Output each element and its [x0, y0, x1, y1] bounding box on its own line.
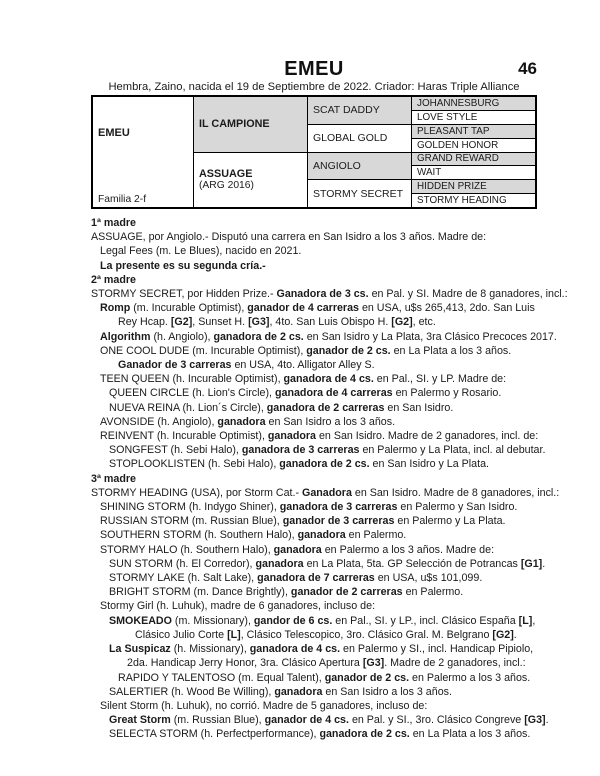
pedigree-cell — [308, 124, 411, 152]
note-line — [91, 372, 537, 386]
text-segment: (m. Russian Blue), — [170, 714, 265, 727]
text-segment: STORMY SECRET, por Hidden Prize.- — [91, 288, 277, 301]
note-line — [91, 230, 537, 244]
text-segment: Algorithm — [100, 330, 151, 343]
text-segment: 2ª madre — [91, 273, 136, 286]
note-line — [91, 557, 546, 571]
text-segment: , Sunset H. — [192, 316, 249, 329]
text-segment: STOPLOOKLISTEN (h. Sebi Halo), — [109, 458, 280, 471]
text-segment: en Palermo y La Plata, incl. al debutar. — [359, 444, 546, 457]
text-segment: Ganador de 3 carreras — [118, 359, 232, 372]
text-segment: Silent Storm (h. Luhuk), no corrió. Madre de 5 ganadores, incluso de: — [100, 699, 428, 712]
pedigree-cell — [194, 97, 307, 152]
note-line — [91, 699, 537, 713]
horse-name: HIDDEN PRIZE — [417, 181, 487, 193]
text-segment: Clásico Julio Corte — [135, 628, 228, 641]
text-segment: La Suspicaz — [109, 643, 171, 656]
text-segment: en San Isidro y La Plata, 3ra Clásico Precoces 2017. — [303, 330, 557, 343]
horse-name: GRAND REWARD — [417, 153, 499, 165]
pedigree-cell — [412, 110, 535, 124]
text-segment: [G2] — [492, 628, 514, 641]
text-segment: en USA, 4to. Alligator Alley S. — [231, 359, 375, 372]
text-segment: en San Isidro. Madre de 2 ganadores, incl. de: — [316, 430, 539, 443]
text-segment: en Palermo y San Isidro. — [397, 501, 518, 514]
note-line — [91, 330, 557, 344]
note-line — [91, 614, 537, 628]
pedigree-cell — [412, 165, 535, 179]
text-segment: (m. Missionary), — [171, 614, 254, 627]
horse-name: GLOBAL GOLD — [313, 132, 388, 145]
text-segment: RAPIDO Y TALENTOSO (m. Equal Talent), — [118, 671, 325, 684]
pedigree-notes — [91, 216, 568, 742]
horse-name: JOHANNESBURG — [417, 97, 500, 109]
text-segment: ganadora de 4 cs. — [249, 643, 341, 656]
note-line — [91, 528, 537, 542]
horse-name: SCAT DADDY — [313, 104, 380, 117]
text-segment: Stormy Girl (h. Luhuk), madre de 6 ganadores, incluso de: — [100, 600, 376, 613]
text-segment: Rey Hcap. — [118, 316, 171, 329]
text-segment: QUEEN CIRCLE (h. Lion's Circle), — [109, 387, 275, 400]
text-segment: en Pal., SI. y LP., incl. Clásico España — [332, 614, 519, 627]
text-segment: Ganadora — [302, 486, 352, 499]
text-segment: ganador de 2 carreras — [290, 586, 403, 599]
note-line — [91, 443, 546, 457]
pedigree-cell — [194, 152, 307, 208]
pedigree-column-great-grandparents — [411, 97, 535, 207]
text-segment: en USA, u$s 265,413, 2do. San Luis — [358, 302, 535, 315]
note-line — [91, 457, 537, 471]
pedigree-cell — [412, 179, 535, 193]
horse-name: PLEASANT TAP — [417, 125, 490, 137]
pedigree-column-parents — [193, 97, 307, 207]
text-segment: en La Plata a los 3 años. — [390, 344, 512, 357]
text-segment: en Pal. y SI., 3ro. Clásico Congreve — [348, 714, 525, 727]
text-segment: 2da. Handicap Jerry Honor, 3ra. Clásico Apertura — [127, 657, 363, 670]
page-header — [91, 58, 537, 80]
pedigree-cell — [308, 97, 411, 124]
text-segment: en San Isidro y La Plata. — [369, 458, 489, 471]
note-line — [91, 301, 537, 315]
text-segment: , etc. — [412, 316, 436, 329]
text-segment: en Palermo y La Plata. — [394, 515, 506, 528]
note-line — [91, 543, 537, 557]
text-segment: Great Storm — [109, 714, 171, 727]
text-segment: (h. Missionary), — [170, 643, 250, 656]
note-line — [91, 216, 537, 230]
text-segment: 1ª madre — [91, 217, 136, 229]
family-label: Familia 2-f — [98, 194, 147, 205]
note-line — [91, 486, 560, 500]
text-segment: ganador de 4 cs. — [264, 714, 349, 727]
text-segment: ganador de 4 carreras — [247, 302, 359, 315]
text-segment: . — [542, 557, 546, 570]
text-segment: en Palermo. — [345, 529, 407, 542]
pedigree-column-grandparents — [307, 97, 411, 207]
horse-name: ASSUAGE — [199, 168, 253, 181]
text-segment: en San Isidro. — [384, 401, 454, 414]
text-segment: , Clásico Telescopico, 3ro. Clásico Gral. M. Belgrano — [240, 628, 493, 641]
text-segment: REINVENT (h. Incurable Optimist), — [100, 430, 268, 443]
pedigree-table — [91, 95, 537, 209]
horse-detail: (ARG 2016) — [199, 180, 254, 192]
text-segment: , 4to. San Luis Obispo H. — [269, 316, 392, 329]
text-segment: STORMY LAKE (h. Salt Lake), — [109, 572, 258, 585]
text-segment: Romp — [100, 302, 131, 315]
text-segment: [G3] — [362, 657, 385, 670]
pedigree-cell — [308, 179, 411, 207]
page-content — [91, 58, 568, 742]
note-line — [91, 727, 537, 741]
text-segment: ganadora — [274, 685, 323, 698]
text-segment: , — [532, 614, 536, 627]
text-segment: 3ª madre — [91, 472, 136, 485]
text-segment: ganadora — [297, 529, 346, 542]
text-segment: ganadora de 2 cs. — [319, 728, 410, 741]
note-line — [91, 344, 537, 358]
text-segment: ganador de 2 cs. — [324, 671, 410, 684]
horse-description: Hembra, Zaino, nacida el 19 de Septiembre de 2022. Criador: Haras Triple Alliance — [108, 81, 520, 93]
text-segment: ASSUAGE, por Angiolo.- Disputó una carrera en San Isidro a los 3 años. Madre de: — [91, 231, 487, 244]
text-segment: en San Isidro a los 3 años. — [322, 685, 452, 698]
text-segment: TEEN QUEEN (h. Incurable Optimist), — [100, 373, 284, 386]
pedigree-cell-subject — [93, 97, 193, 207]
horse-name: STORMY SECRET — [313, 187, 404, 200]
text-segment: Ganadora de 3 cs. — [276, 288, 369, 301]
note-line — [91, 713, 549, 727]
text-segment: ganador de 3 carreras — [282, 515, 395, 528]
note-line — [91, 656, 537, 670]
text-segment: (m. Incurable Optimist), — [130, 302, 248, 315]
text-segment: [L] — [518, 614, 533, 627]
note-line — [91, 244, 537, 258]
text-segment: en USA, u$s 101,099. — [374, 572, 483, 585]
text-segment: La presente es su segunda cría.- — [100, 259, 266, 272]
note-line — [91, 358, 537, 372]
text-segment: gandor de 6 cs. — [253, 614, 333, 627]
text-segment: [G2] — [391, 316, 413, 329]
note-line — [91, 415, 537, 429]
text-segment: ganadora de 3 carreras — [279, 501, 398, 514]
horse-name: GOLDEN HONOR — [417, 139, 499, 151]
note-line — [91, 386, 537, 400]
note-line — [91, 287, 568, 301]
text-segment: ganadora de 4 cs. — [283, 373, 374, 386]
note-line — [91, 571, 537, 585]
subject-name: EMEU — [98, 127, 130, 139]
note-line — [91, 429, 537, 443]
text-segment: STORMY HALO (h. Southern Halo), — [100, 543, 274, 556]
text-segment: en Palermo a los 3 años. Madre de: — [321, 543, 495, 556]
text-segment: ONE COOL DUDE (m. Incurable Optimist), — [100, 344, 307, 357]
text-segment: . — [545, 714, 549, 727]
horse-name: WAIT — [417, 167, 442, 179]
text-segment: ganador de 2 cs. — [306, 344, 391, 357]
horse-name: LOVE STYLE — [417, 111, 478, 123]
text-segment: en Pal., SI. y LP. Madre de: — [373, 373, 507, 386]
text-segment: [L] — [227, 628, 241, 641]
text-segment: ganadora de 7 carreras — [257, 572, 375, 585]
text-segment: RUSSIAN STORM (m. Russian Blue), — [100, 515, 283, 528]
text-segment: Legal Fees (m. Le Blues), nacido en 2021. — [100, 245, 302, 258]
text-segment: NUEVA REINA (h. Lion´s Circle), — [109, 401, 267, 414]
note-line — [91, 472, 537, 486]
text-segment: SELECTA STORM (h. Perfectperformance), — [109, 728, 320, 741]
text-segment: ganadora — [217, 415, 266, 428]
text-segment: ganadora — [255, 557, 304, 570]
text-segment: en Pal. y SI. Madre de 8 ganadores, incl.: — [368, 288, 568, 301]
text-segment: en Palermo. — [402, 586, 464, 599]
text-segment: STORMY HEADING (USA), por Storm Cat.- — [91, 486, 303, 499]
note-line — [91, 599, 537, 613]
note-line — [91, 401, 537, 415]
pedigree-cell — [412, 152, 535, 166]
text-segment: ganadora — [267, 430, 316, 443]
pedigree-cell — [412, 124, 535, 138]
text-segment: en San Isidro a los 3 años. — [265, 415, 396, 428]
note-line — [91, 642, 537, 656]
text-segment: [G3] — [248, 316, 270, 329]
pedigree-column-subject — [93, 97, 193, 207]
text-segment: en Palermo y SI., incl. Handicap Pipiolo, — [340, 643, 534, 656]
text-segment: (h. Angiolo), — [150, 330, 214, 343]
note-line — [91, 315, 537, 329]
text-segment: ganadora de 2 cs. — [279, 458, 370, 471]
text-segment: en San Isidro. Madre de 8 ganadores, incl.: — [351, 486, 560, 499]
text-segment: BRIGHT STORM (m. Dance Brightly), — [109, 586, 291, 599]
text-segment: en Palermo y Rosario. — [392, 387, 502, 400]
text-segment: ganadora de 2 carreras — [266, 401, 385, 414]
text-segment: en Palermo a los 3 años. — [409, 671, 531, 684]
text-segment: AVONSIDE (h. Angiolo), — [100, 415, 218, 428]
pedigree-cell — [308, 152, 411, 180]
note-line — [91, 514, 537, 528]
text-segment: SOUTHERN STORM (h. Southern Halo), — [100, 529, 298, 542]
note-line — [91, 585, 537, 599]
note-line — [91, 628, 537, 642]
text-segment: . — [513, 628, 517, 641]
note-line — [91, 259, 537, 273]
text-segment: SHINING STORM (h. Indygo Shiner), — [100, 501, 280, 514]
text-segment: SMOKEADO — [109, 614, 172, 627]
text-segment: SALERTIER (h. Wood Be Willing), — [109, 685, 275, 698]
pedigree-cell — [412, 97, 535, 110]
horse-name: IL CAMPIONE — [199, 118, 270, 131]
note-line — [91, 500, 537, 514]
text-segment: ganadora de 2 cs. — [213, 330, 304, 343]
text-segment: en La Plata a los 3 años. — [409, 728, 531, 741]
text-segment: en La Plata, 5ta. GP Selección de Potrancas — [303, 557, 521, 570]
text-segment: [G2] — [170, 316, 193, 329]
text-segment: ganadora de 3 carreras — [241, 444, 360, 457]
note-line — [91, 671, 537, 685]
horse-name: STORMY HEADING — [417, 195, 507, 207]
horse-name: ANGIOLO — [313, 159, 361, 172]
note-line — [91, 273, 537, 287]
text-segment: SONGFEST (h. Sebi Halo), — [109, 444, 242, 457]
note-line — [91, 685, 537, 699]
text-segment: ganadora — [273, 543, 322, 556]
page-title: EMEU — [284, 58, 344, 80]
pedigree-cell — [412, 138, 535, 152]
text-segment: [G3] — [524, 714, 546, 727]
pedigree-cell — [412, 193, 535, 207]
text-segment: ganadora de 4 carreras — [274, 387, 393, 400]
text-segment: [G1] — [520, 557, 543, 570]
page-number: 46 — [518, 59, 537, 78]
text-segment: SUN STORM (h. El Corredor), — [109, 557, 256, 570]
text-segment: . Madre de 2 ganadores, incl.: — [384, 657, 526, 670]
